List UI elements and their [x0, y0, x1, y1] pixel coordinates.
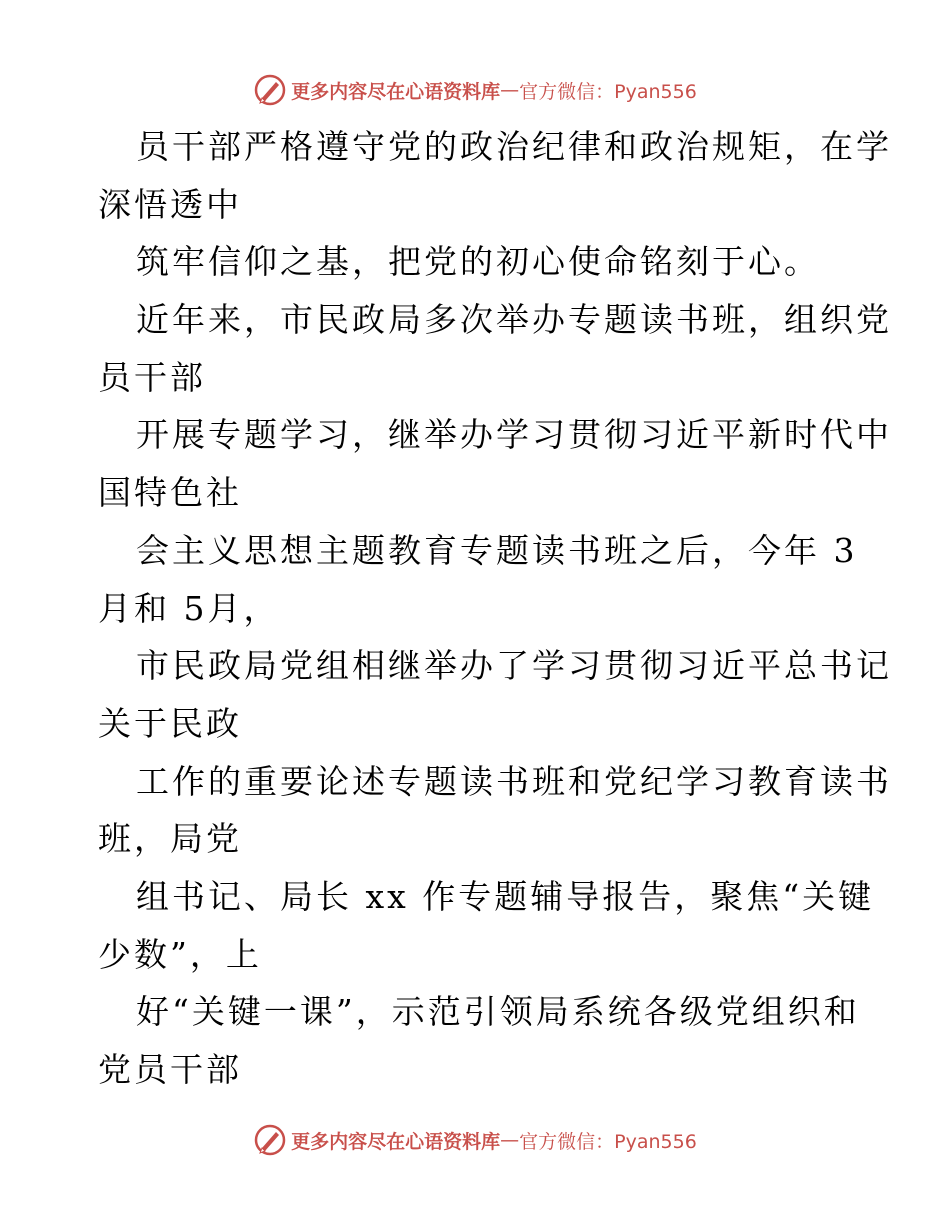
text-line: 好“关键一课”，示范引领局系统各级党组织和 — [136, 992, 860, 1032]
text-line: 班，局党 — [98, 819, 242, 859]
text-line: 关于民政 — [98, 703, 242, 743]
text-line: 近年来，市民政局多次举办专题读书班，组织党 — [136, 300, 892, 340]
pen-logo-icon — [253, 73, 287, 107]
text-line: 月和 5月， — [98, 588, 280, 628]
banner-separator: — — [500, 1129, 520, 1151]
banner-main-text: 更多内容尽在心语资料库 — [291, 80, 501, 103]
text-line: 开展专题学习，继举办学习贯彻习近平新时代中 — [136, 415, 892, 455]
pen-logo-icon — [253, 1123, 287, 1157]
banner-contact-text: 官方微信：Pyan556 — [519, 1130, 697, 1153]
text-line: 党员干部 — [98, 1050, 242, 1089]
body-text — [98, 118, 892, 1099]
text-line: 市民政局党组相继举办了学习贯彻习近平总书记 — [136, 646, 892, 686]
footer-banner — [0, 1122, 950, 1158]
text-line: 筑牢信仰之基，把党的初心使命铭刻于心。 — [136, 242, 820, 282]
banner-separator: — — [500, 79, 520, 101]
text-line: 少数”，上 — [98, 934, 262, 974]
banner-contact-text: 官方微信：Pyan556 — [519, 80, 697, 103]
text-line: 员干部 — [98, 357, 206, 397]
text-line: 工作的重要论述专题读书班和党纪学习教育读书 — [136, 761, 892, 801]
header-banner — [0, 72, 950, 108]
banner-main-text: 更多内容尽在心语资料库 — [291, 1130, 501, 1153]
text-line: 组书记、局长 xx 作专题辅导报告，聚焦“关键 — [136, 876, 875, 916]
text-line: 会主义思想主题教育专题读书班之后，今年 3 — [136, 530, 858, 570]
text-line: 深悟透中 — [98, 184, 242, 224]
text-line: 国特色社 — [98, 473, 242, 513]
text-line: 员干部严格遵守党的政治纪律和政治规矩，在学 — [136, 127, 892, 166]
